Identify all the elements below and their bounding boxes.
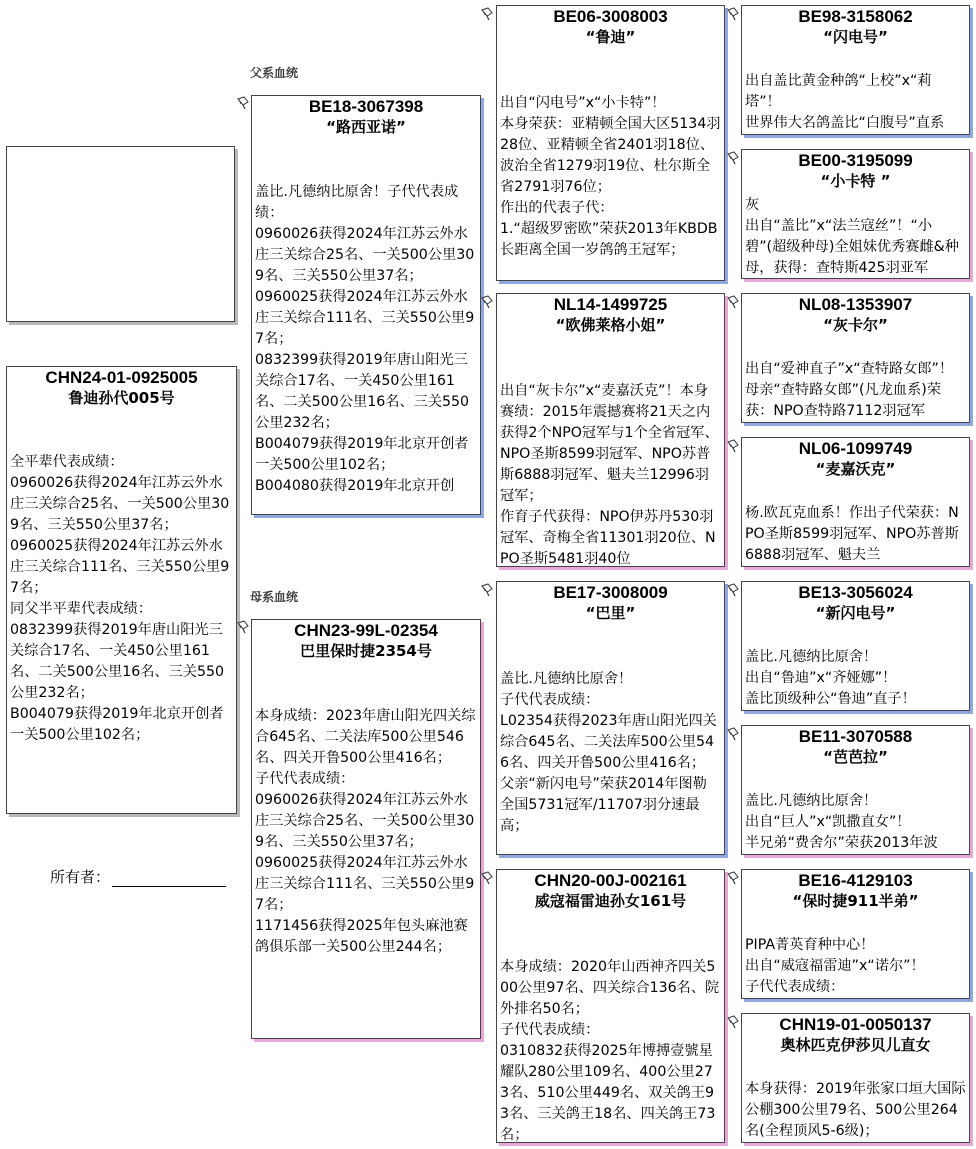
pedigree-text: 杨.欧瓦克血系！作出子代荣获：NPO圣斯8599羽冠军、NPO苏普斯6888羽冠军、魁夫兰 xyxy=(745,505,959,563)
pedigree-text: 盖比.凡德纳比原舍！ 出自“巨人”x“凯撒直女”！ 半兄弟“费舍尔”荣获2013年波 xyxy=(745,793,938,851)
ring-number: BE18-3067398 xyxy=(308,97,424,116)
ring-number: BE11-3070588 xyxy=(798,727,913,746)
pigeon-name: “芭芭拉” xyxy=(823,748,888,766)
pin-icon xyxy=(236,96,250,110)
pin-icon xyxy=(726,871,740,885)
subject-card xyxy=(6,366,237,814)
ring-number: BE98-3158062 xyxy=(798,7,913,26)
pedigree-text: 本身获得：2019年张家口垣大国际公棚300公里79名、500公里264名(全程顶风5-6级)； xyxy=(745,1081,966,1139)
great-grandsire-card xyxy=(741,5,970,135)
sire-line-label: 父系血统 xyxy=(250,66,299,80)
granddam-card xyxy=(496,869,725,1143)
pin-icon xyxy=(726,583,740,597)
photo-frame xyxy=(6,146,235,322)
ring-number: CHN19-01-0050137 xyxy=(779,1015,932,1034)
pin-icon xyxy=(726,295,740,309)
pigeon-name: “欧佛莱格小姐” xyxy=(555,316,666,334)
pigeon-name: “灰卡尔” xyxy=(823,316,888,334)
pigeon-name: “闪电号” xyxy=(823,28,888,46)
ring-number: BE17-3008009 xyxy=(553,583,668,602)
pigeon-name: “路西亚诺” xyxy=(326,118,406,136)
owner-label xyxy=(50,866,226,887)
sire-card xyxy=(251,95,481,515)
pigeon-name: 奥林匹克伊莎贝儿直女 xyxy=(780,1036,931,1054)
pin-icon xyxy=(480,871,494,885)
ring-number: CHN20-00J-002161 xyxy=(534,871,687,890)
ring-number: BE16-4129103 xyxy=(798,871,913,890)
pedigree-text: 出自盖比黄金种鸽“上校”x“莉塔”！ 世界伟大名鸽盖比“白腹号”直系 xyxy=(745,73,945,131)
pedigree-text: 全平辈代表成绩： 0960026获得2024年江苏云外水庄三关综合25名、一关500公里309名、三关550公里37名； 0960025获得2024年江苏云外水庄三关综合111名、三关550公里97名； 同父半平辈代表成绩： 0832399获得2019年唐山阳光三关综合17名、一关450公里161名、二关500公里16名、三关550公里232名； B004079获得2019年北京开创者一关500公里102名； xyxy=(10,454,230,743)
pedigree-text: 本身成绩：2023年唐山阳光四关综合645名、二关法库500公里546名、四关开鲁500公里416名； 子代代表成绩： 0960026获得2024年江苏云外水庄三关综合25名、一关500公里309名、三关550公里37名； 0960025获得2024年江苏云外水庄三关综合111名、三关550公里97名； 1171456获得2025年包头麻池赛鸽俱乐部一关500公里244名； xyxy=(255,708,476,955)
granddam-card xyxy=(496,293,725,567)
pedigree-text: 盖比.凡德纳比原舍！ 子代代表成绩： L02354获得2023年唐山阳光四关综合645名、二关法库500公里546名、四关开鲁500公里416名； 父亲“新闪电号”荣获2014年图勒全国5731冠军/11707羽分速最高； xyxy=(500,671,717,834)
pin-icon xyxy=(480,583,494,597)
pigeon-name: “巴里” xyxy=(585,604,636,622)
ring-number: NL08-1353907 xyxy=(798,295,913,314)
grandsire-card xyxy=(496,5,725,281)
pedigree-text: 盖比.凡德纳比原舍！子代代表成绩： 0960026获得2024年江苏云外水庄三关综合25名、一关500公里309名、三关550公里37名； 0960025获得2024年江苏云外水庄三关综合111名、三关550公里97名； 0832399获得2019年唐山阳光三关综合17名、一关450公里161名、二关500公里16名、三关550公里232名； B004079获得2019年北京开创者一关500公里102名； B004080获得2019年北京开创 xyxy=(255,184,475,494)
pedigree-text: 本身成绩：2020年山西神齐四关500公里97名、四关综合136名、院外排名50名； 子代代表成绩： 0310832获得2025年博搏壹號星耀队280公里109名、400公里273名、510公里449名、双关鸽王93名、三关鸽王18名、四关鸽王73名； xyxy=(500,959,720,1143)
great-granddam-card xyxy=(741,1013,970,1143)
ring-number: CHN23-99L-02354 xyxy=(294,621,438,640)
ring-number: NL06-1099749 xyxy=(798,439,913,458)
pin-icon xyxy=(726,151,740,165)
great-grandsire-card xyxy=(741,581,970,711)
pin-icon xyxy=(726,7,740,21)
pedigree-text: 盖比.凡德纳比原舍！ 出自“鲁迪”x“齐娅娜”！ 盖比顶级种公“鲁迪”直子！ xyxy=(745,649,916,707)
pin-icon xyxy=(726,439,740,453)
pigeon-name: “麦嘉沃克” xyxy=(815,460,896,478)
pigeon-name: “小卡特 ” xyxy=(820,172,891,190)
pin-icon xyxy=(480,295,494,309)
pigeon-name: “鲁迪” xyxy=(585,28,636,46)
great-granddam-card xyxy=(741,149,970,279)
pin-icon xyxy=(236,620,250,634)
pin-icon xyxy=(480,7,494,21)
pigeon-name: 威寇福雷迪孙女161号 xyxy=(534,892,687,910)
pedigree-text: 出自“闪电号”x“小卡特”！ 本身荣获：亚精顿全国大区5134羽28位、亚精顿全省2401羽18位、波治全省1279羽19位、杜尔斯全省2791羽76位； 作出的代表子代： 1.“超级罗密欧”荣获2013年KBDB长距离全国一岁鸽鸽王冠军； xyxy=(500,95,721,258)
pigeon-name: “保时捷911半弟” xyxy=(792,892,919,910)
pigeon-name: “新闪电号” xyxy=(815,604,896,622)
pedigree-text: 出自“灰卡尔”x“麦嘉沃克”！本身赛绩：2015年震撼赛将21天之内获得2个NPO冠军与1个全省冠军、NPO圣斯8599羽冠军、NPO苏普斯6888羽冠军、魁夫兰12996羽冠军； 作育子代获得：NPO伊苏丹530羽冠军、奇梅全省11301羽20位、NPO圣斯5481羽40位 xyxy=(500,383,719,567)
great-grandsire-card xyxy=(741,869,970,999)
pedigree-text: 出自“爱神直子”x“查特路女郎”！母亲“查特路女郎”(凡龙血系)荣获：NPO查特路7112羽冠军 xyxy=(745,361,954,419)
ring-number: CHN24-01-0925005 xyxy=(45,368,198,387)
pin-icon xyxy=(726,1015,740,1029)
owner-text: 所有者： xyxy=(50,868,111,886)
owner-underline xyxy=(112,872,226,887)
pigeon-name: 鲁迪孙代005号 xyxy=(68,389,175,407)
dam-card xyxy=(251,619,481,1039)
dam-line-label: 母系血统 xyxy=(250,590,299,604)
ring-number: BE06-3008003 xyxy=(553,7,668,26)
pedigree-text: PIPA菁英育种中心！ 出自“威寇福雷迪”x“诺尔”！ 子代代表成绩： xyxy=(745,937,925,995)
great-grandsire-card xyxy=(741,293,970,423)
pedigree-text: 灰 出自“盖比”x“法兰寇丝”！“小碧”(超级种母)全姐妹优秀赛雌&种母，获得：查特斯425羽亚军 xyxy=(745,197,959,276)
great-granddam-card xyxy=(741,725,970,855)
ring-number: NL14-1499725 xyxy=(553,295,668,314)
ring-number: BE00-3195099 xyxy=(798,151,913,170)
great-granddam-card xyxy=(741,437,970,567)
grandsire-card xyxy=(496,581,725,855)
pin-icon xyxy=(726,727,740,741)
pigeon-name: 巴里保时捷2354号 xyxy=(300,642,432,660)
ring-number: BE13-3056024 xyxy=(798,583,913,602)
